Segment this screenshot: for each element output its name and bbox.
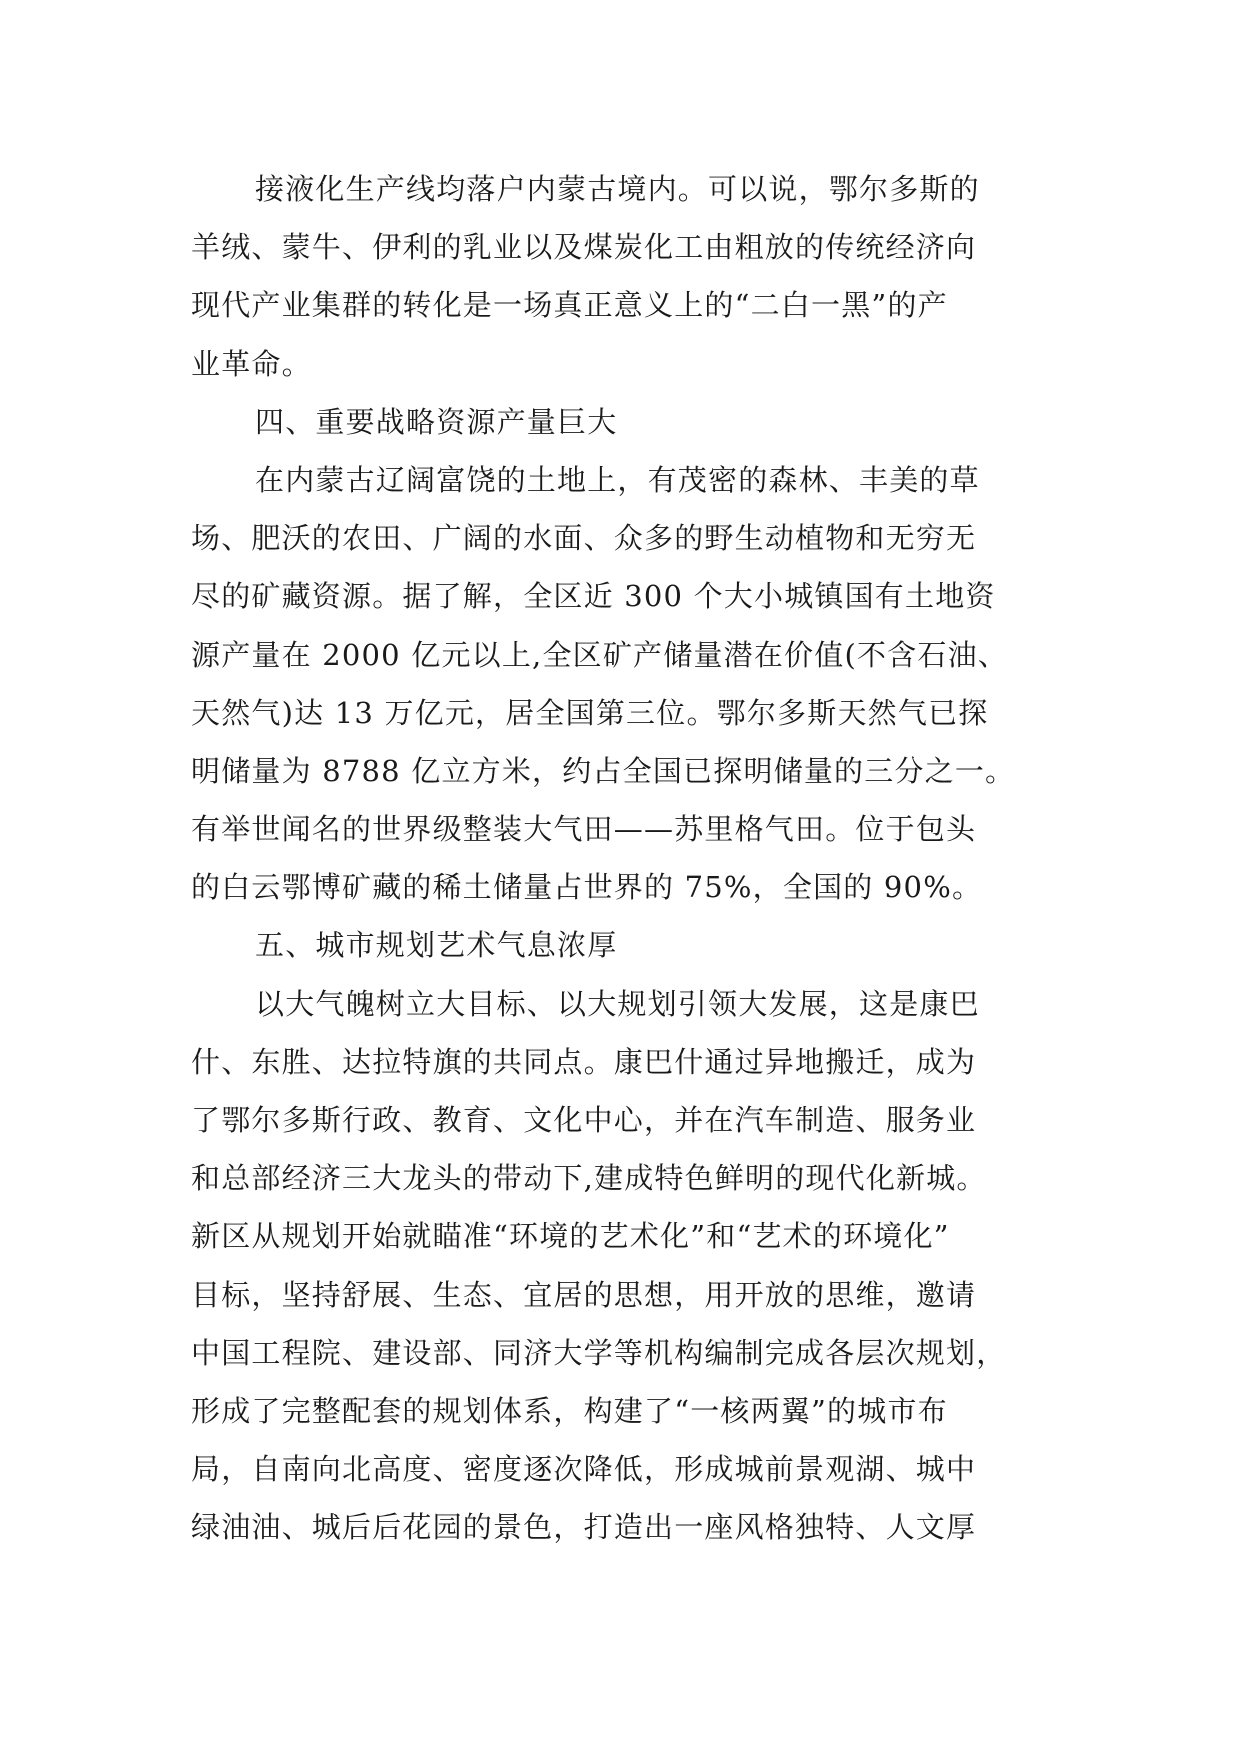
paragraph-line: 现代产业集群的转化是一场真正意义上的“二白一黑”的产 (191, 288, 948, 323)
paragraph-line: 场、肥沃的农田、广阔的水面、众多的野生动植物和无穷无 (191, 521, 977, 556)
paragraph-line: 尽的矿藏资源。据了解，全区近 300 个大小城镇国有土地资 (191, 579, 996, 614)
paragraph-line: 羊绒、蒙牛、伊利的乳业以及煤炭化工由粗放的传统经济向 (191, 230, 977, 265)
paragraph-line: 什、东胜、达拉特旗的共同点。康巴什通过异地搬迁，成为 (191, 1044, 977, 1079)
paragraph-line: 天然气)达 13 万亿元，居全国第三位。鄂尔多斯天然气已探 (191, 695, 989, 730)
section-heading: 四、重要战略资源产量巨大 (255, 404, 618, 439)
body-text (191, 160, 1081, 1557)
paragraph-line: 有举世闻名的世界级整装大气田——苏里格气田。位于包头 (191, 812, 977, 847)
paragraph-line: 形成了完整配套的规划体系，构建了“一核两翼”的城市布 (191, 1393, 948, 1428)
paragraph-line: 了鄂尔多斯行政、教育、文化中心，并在汽车制造、服务业 (191, 1103, 977, 1137)
paragraph-line: 明储量为 8788 亿立方米，约占全国已探明储量的三分之一。 (191, 753, 1016, 788)
paragraph-line: 的白云鄂博矿藏的稀土储量占世界的 75%，全国的 90%。 (191, 870, 983, 905)
section-heading: 五、城市规划艺术气息浓厚 (255, 928, 618, 963)
paragraph-line: 接液化生产线均落户内蒙古境内。可以说，鄂尔多斯的 (255, 172, 980, 206)
paragraph-line: 新区从规划开始就瞄准“环境的艺术化”和“艺术的环境化” (191, 1219, 950, 1254)
paragraph-line: 业革命。 (191, 346, 312, 381)
paragraph-line: 局，自南向北高度、密度逐次降低，形成城前景观湖、城中 (191, 1452, 977, 1487)
paragraph-line: 目标，坚持舒展、生态、宜居的思想，用开放的思维，邀请 (191, 1277, 977, 1312)
paragraph-line: 绿油油、城后后花园的景色，打造出一座风格独特、人文厚 (191, 1510, 977, 1545)
paragraph-line: 源产量在 2000 亿元以上,全区矿产储量潜在价值(不含石油、 (191, 637, 1008, 672)
paragraph-line: 中国工程院、建设部、同济大学等机构编制完成各层次规划， (191, 1335, 1007, 1370)
paragraph-line: 以大气魄树立大目标、以大规划引领大发展，这是康巴 (255, 986, 980, 1021)
paragraph-line: 在内蒙古辽阔富饶的土地上，有茂密的森林、丰美的草 (255, 462, 980, 497)
paragraph-line: 和总部经济三大龙头的带动下,建成特色鲜明的现代化新城。 (191, 1161, 987, 1196)
